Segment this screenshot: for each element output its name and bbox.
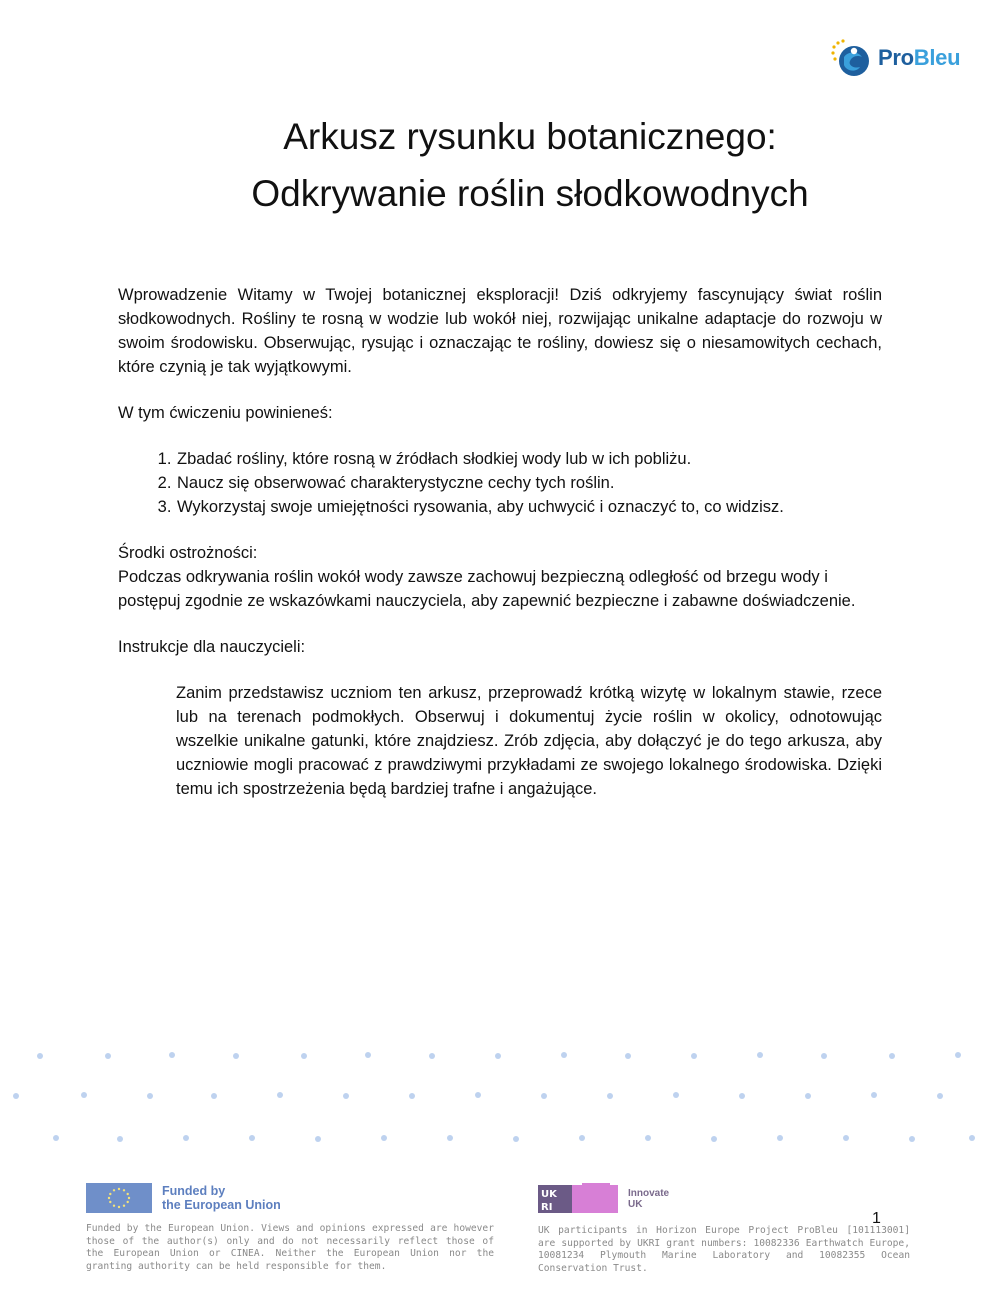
probleu-logo — [830, 36, 980, 80]
page-title — [140, 108, 920, 223]
precautions-section — [118, 541, 882, 613]
innovate-line-1: Innovate — [628, 1188, 670, 1199]
eu-logo-row — [86, 1183, 494, 1213]
title-line-1: Arkusz rysunku botanicznego: — [283, 116, 777, 157]
title-line-2: Odkrywanie roślin słodkowodnych — [251, 173, 809, 215]
eu-funded-label — [162, 1184, 281, 1212]
eu-disclaimer: Funded by the European Union. Views and opinions expressed are however those of the author(s) only and do not necessarily reflect those of the European Union or CINEA. Neither the European Union nor the granting authority can be held responsible for them. — [86, 1223, 494, 1272]
objective-item: 2. Naucz się obserwować charakterystyczne cechy tych roślin. — [176, 471, 882, 495]
document-body — [118, 283, 882, 823]
svg-text:UK: UK — [541, 1189, 557, 1200]
page-number: 1 — [872, 1210, 881, 1227]
ukri-logo-icon — [538, 1183, 620, 1215]
objective-item: 3. Wykorzystaj swoje umiejętności rysowania, aby uchwycić i oznaczyć to, co widzisz. — [176, 495, 882, 519]
teacher-instructions: Zanim przedstawisz uczniom ten arkusz, przeprowadź krótką wizytę w lokalnym stawie, rzece lub na terenach podmokłych. Obserwuj i dokumentuj życie roślin w okolicy, odnotowując wszelkie unikalne gatunki, które znajdziesz. Zrób zdjęcia, aby dołączyć je do tego arkusza, aby uczniowie mogli pracować z prawdziwymi przykładami ze swojego lokalnego środowiska. Dzięki temu ich spostrzeżenia będą bardziej trafne i angażujące. — [176, 684, 882, 798]
intro-paragraph: Wprowadzenie Witamy w Twojej botanicznej eksploracji! Dziś odkryjemy fascynujący świat roślin słodkowodnych. Rośliny te rosną w wodzie lub wokół niej, rozwijając unikalne adaptacje do rozwoju w swoim środowisku. Obserwując, rysując i oznaczając te rośliny, dowiesz się o niesamowitych cechach, które czynią je tak wyjątkowymi. — [118, 286, 882, 376]
teacher-heading: Instrukcje dla nauczycieli: — [118, 638, 306, 656]
svg-text:RI: RI — [541, 1202, 553, 1213]
logo-text-pro: Pro — [878, 45, 914, 70]
probleu-logo-icon — [830, 37, 872, 79]
objective-item: 1. Zbadać rośliny, które rosną w źródłach słodkiej wody lub w ich pobliżu. — [176, 447, 882, 471]
innovate-uk-label — [628, 1188, 669, 1210]
probleu-wordmark — [878, 45, 960, 71]
precautions-heading: Środki ostrożności: — [118, 544, 258, 562]
precautions-text: Podczas odkrywania roślin wokół wody zawsze zachowuj bezpieczną odległość od brzegu wody i postępuj zgodnie ze wskazówkami nauczyciela, aby zapewnić bezpieczne i zabawne doświadczenie. — [118, 568, 856, 610]
objectives-list — [118, 447, 882, 519]
eu-funding-block — [86, 1183, 494, 1273]
objectives-heading: W tym ćwiczeniu powinieneś: — [118, 404, 333, 422]
ukri-funding-block — [538, 1183, 910, 1275]
eu-funded-line-1: Funded by — [162, 1184, 226, 1198]
eu-funded-line-2: the European Union — [162, 1198, 281, 1212]
decorative-dot-pattern — [0, 1040, 1000, 1150]
innovate-line-2: UK — [628, 1199, 643, 1210]
ukri-logo-row — [538, 1183, 910, 1215]
logo-text-bleu: Bleu — [913, 45, 961, 70]
eu-flag-icon — [86, 1183, 152, 1213]
uk-participants-note: UK participants in Horizon Europe Project ProBleu [101113001] are supported by UKRI grant numbers: 10082336 Earthwatch Europe, 10081234 Plymouth Marine Laboratory and 10082355 Ocean Conservation Trust. — [538, 1225, 910, 1274]
